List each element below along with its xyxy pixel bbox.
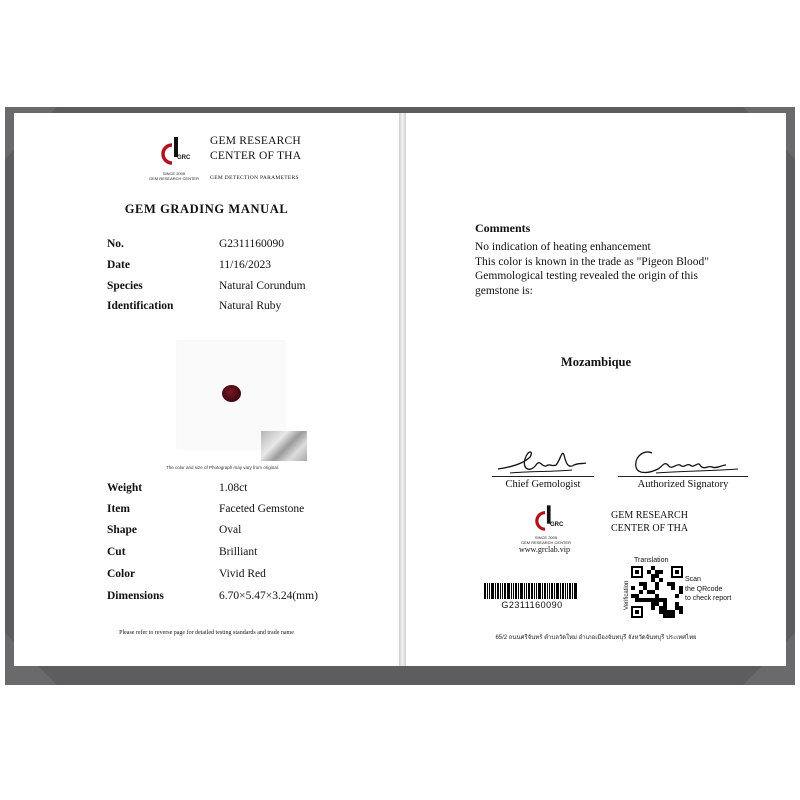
grc-logo-icon — [535, 505, 557, 535]
label-cut: Cut — [107, 546, 126, 558]
value-color: Vivid Red — [219, 568, 266, 580]
label-shape: Shape — [107, 524, 138, 536]
scan-instructions — [685, 575, 731, 604]
value-identification: Natural Ruby — [219, 300, 282, 312]
photo-note: The color and size of Photograph may vary from original. — [166, 465, 280, 470]
org-name — [611, 509, 688, 535]
manual-title: GEM GRADING MANUAL — [124, 202, 289, 216]
org-name-line2: CENTER OF THA — [210, 150, 302, 162]
label-weight: Weight — [107, 482, 143, 494]
comment-line: No indication of heating enhancement — [475, 241, 651, 253]
chief-gemologist-label: Chief Gemologist — [505, 479, 581, 490]
label-color: Color — [107, 568, 136, 580]
label-dimensions: Dimensions — [107, 590, 164, 602]
verification-qr-code[interactable] — [631, 566, 683, 618]
org-name — [210, 134, 301, 164]
logo-caption: GEM RESEARCH CENTER — [148, 176, 199, 181]
scan-line: to check report — [685, 595, 732, 602]
label-date: Date — [107, 259, 130, 271]
authorized-signatory-label: Authorized Signatory — [637, 479, 729, 490]
grc-logo-icon — [161, 137, 185, 169]
authorized-signatory-signature — [626, 443, 746, 479]
qr-side-label: Verification — [624, 580, 630, 610]
comment-line: gemstone is: — [475, 284, 533, 297]
scan-line: Scan — [685, 576, 701, 583]
label-no: No. — [107, 238, 124, 250]
comment-line: Gemmological testing revealed the origin of this — [475, 270, 698, 282]
barcode-number: G2311160090 — [501, 600, 563, 610]
logo-since: SINCE 2005 — [162, 171, 186, 176]
right-page — [406, 113, 786, 666]
value-dimensions: 6.70×5.47×3.24(mm) — [219, 590, 318, 602]
org-name-line2: CENTER OF THA — [611, 523, 689, 534]
value-item: Faceted Gemstone — [219, 503, 305, 515]
org-name-line1: GEM RESEARCH — [611, 510, 688, 521]
page-fold — [399, 113, 406, 666]
logo-since: SINCE 2005 — [534, 535, 558, 540]
label-species: Species — [107, 280, 143, 292]
comment-line: This color is known in the trade as "Pigeon Blood" — [475, 255, 709, 268]
report-barcode — [484, 583, 578, 599]
scan-line: the QRcode — [685, 585, 723, 593]
value-no: G2311160090 — [219, 238, 284, 250]
left-page — [14, 113, 399, 666]
comments-heading: Comments — [475, 221, 531, 235]
logo-text: GRC — [550, 522, 564, 528]
website-link[interactable]: www.grclab.vip — [519, 545, 571, 554]
chief-gemologist-signature — [494, 445, 590, 479]
footnote: Please refer to reverse page for detailed testing standards and trade name — [119, 630, 294, 636]
label-identification: Identification — [107, 300, 174, 312]
logo-caption: GEM RESEARCH CENTER — [520, 540, 571, 545]
value-date: 11/16/2023 — [219, 259, 271, 271]
value-shape: Oval — [219, 524, 242, 536]
value-cut: Brilliant — [219, 546, 258, 558]
comments-text — [475, 240, 709, 298]
qr-title: Translation — [634, 557, 669, 564]
logo-text: GRC — [177, 155, 191, 161]
hologram-sticker — [261, 431, 307, 461]
value-weight: 1.08ct — [219, 482, 248, 494]
ruby-stone-image — [222, 385, 241, 402]
org-name-line1: GEM RESEARCH — [210, 135, 301, 147]
lab-address: 65/2 ถนนศรีจันทร์ ตำบลวัดใหม่ อำเภอเมืองจันทบุรี จังหวัดจันทบุรี ประเทศไทย — [495, 635, 697, 641]
label-item: Item — [107, 503, 130, 515]
origin-country: Mozambique — [560, 355, 632, 369]
value-species: Natural Corundum — [219, 280, 306, 292]
signature-line-left — [492, 476, 594, 477]
org-subtitle: GEM DETECTION PARAMETERS — [210, 175, 299, 181]
signature-line-right — [618, 476, 748, 477]
